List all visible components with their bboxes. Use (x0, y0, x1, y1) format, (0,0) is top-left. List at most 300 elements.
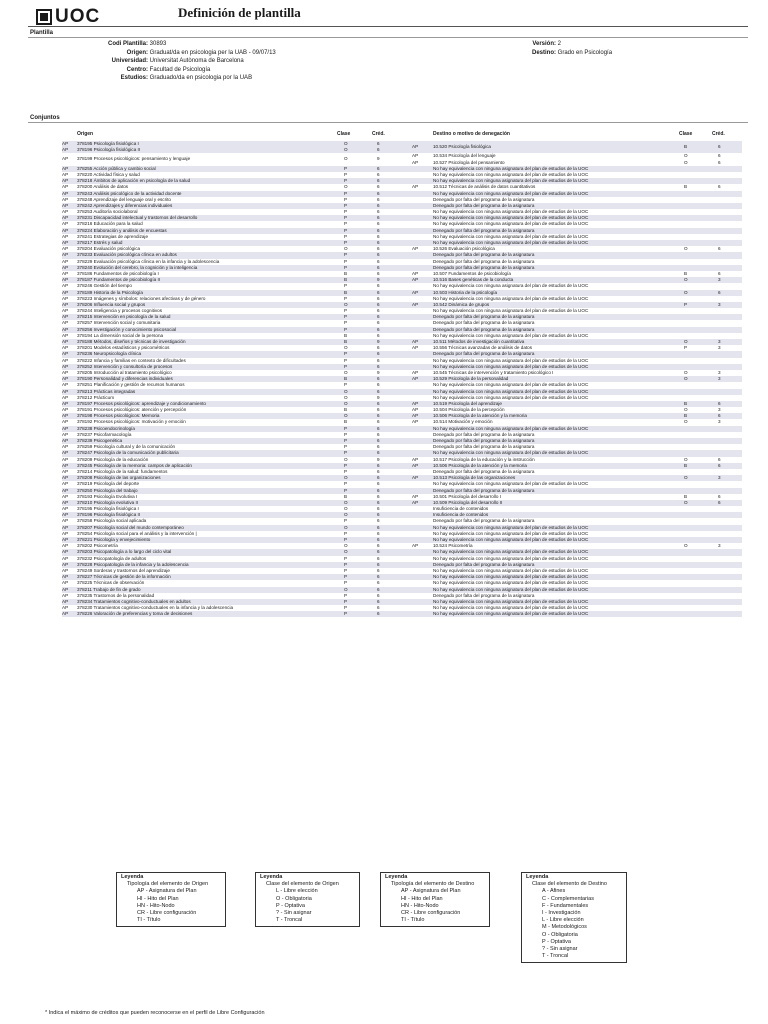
origen-asignatura: 378195 Psicología fisiológica I (77, 506, 139, 512)
legend-box (255, 872, 360, 927)
origen-asignatura: 378198 Procesos psicológicos: Memoria (77, 413, 160, 419)
origen-asignatura: 378244 Inteligencia y procesos cognitivos (77, 308, 163, 314)
destino-creditos: 6 (718, 493, 721, 499)
destino-asignatura: No hay equivalencia con ninguna asignatura del plan de estudios de la UOC (433, 574, 589, 580)
origen-asignatura: 378205 Introducción al tratamiento psicológico (77, 369, 172, 375)
destino-asignatura: Denegado por falta del programa de la asignatura (433, 202, 535, 208)
origen-creditos: 9 (377, 339, 380, 345)
origen-asignatura: 378246 Gestión del tiempo (77, 283, 132, 289)
origen-tipologia: AP (62, 345, 69, 351)
destino-tipologia: AP (412, 184, 419, 190)
origen-tipologia: AP (62, 438, 69, 444)
origen-clase: O (344, 141, 348, 146)
destino-asignatura: Denegado por falta del programa de la asignatura (433, 258, 535, 264)
template-info-right (520, 40, 612, 57)
origen-asignatura: 378196 Psicología fisiológica II (77, 512, 141, 518)
info-label: Estudios: (120, 75, 148, 82)
destino-asignatura: 10.501 Psicología del desarrollo I (433, 493, 501, 499)
origen-tipologia: AP (62, 425, 69, 431)
destino-asignatura: Denegado por falta del programa de la asignatura (433, 438, 535, 444)
destino-asignatura: Denegado por falta del programa de la asignatura (433, 444, 535, 450)
destino-clase: B (684, 493, 688, 499)
uoc-logo (36, 6, 100, 28)
origen-clase: P (344, 295, 348, 301)
destino-asignatura: Insuficiencia de contenidos (433, 506, 489, 512)
origen-tipologia: AP (62, 450, 69, 456)
origen-creditos: 6 (377, 233, 380, 239)
origen-creditos: 9 (377, 277, 380, 283)
origen-clase: B (344, 289, 348, 295)
origen-asignatura: 378258 Psicología social aplicada (77, 518, 147, 524)
info-value: Universitat Autònoma de Barcelona (148, 58, 244, 65)
destino-asignatura: No hay equivalencia con ninguna asignatura del plan de estudios de la UOC (433, 233, 589, 239)
origen-creditos: 6 (377, 537, 380, 543)
origen-clase: P (344, 233, 348, 239)
destino-clase: P (684, 301, 688, 307)
destino-asignatura: 10.511 Métodos de investigación cuantitativa (433, 339, 525, 345)
legend-subtitle: Tipología del elemento de Origen (127, 881, 209, 888)
origen-tipologia: AP (62, 252, 69, 258)
origen-tipologia: AP (62, 246, 69, 252)
origen-clase: B (344, 419, 348, 425)
origen-creditos: 6 (377, 264, 380, 270)
destino-asignatura: 10.529 Psicología de la personalidad (433, 376, 509, 382)
origen-tipologia: AP (62, 413, 69, 419)
destino-creditos: 3 (718, 277, 721, 283)
origen-tipologia: AP (62, 190, 69, 196)
origen-asignatura: 378224 Elaboración y análisis de encuestas (77, 227, 167, 233)
destino-clase: B (684, 270, 688, 276)
origen-clase: P (344, 561, 348, 567)
origen-asignatura: 378188 Métodos, diseños y técnicas de investigación (77, 339, 186, 345)
destino-clase: O (684, 246, 688, 252)
destino-asignatura: No hay equivalencia con ninguna asignatura del plan de estudios de la UOC (433, 308, 589, 314)
origen-clase: P (344, 178, 348, 184)
origen-creditos: 6 (377, 580, 380, 586)
origen-creditos: 6 (377, 561, 380, 567)
legend-item: AP - Asignatura del Plan (401, 888, 461, 895)
destino-clase: B (684, 184, 688, 190)
origen-tipologia: AP (62, 178, 69, 184)
destino-tipologia: AP (412, 543, 419, 549)
destino-asignatura: Denegado por falta del programa de la asignatura (433, 196, 535, 202)
origen-clase: B (344, 376, 348, 382)
origen-creditos: 6 (377, 530, 380, 536)
destino-tipologia: AP (412, 369, 419, 375)
destino-creditos: 6 (718, 400, 721, 406)
origen-asignatura: 378213 Prácticas integradas (77, 388, 136, 394)
origen-clase: O (344, 400, 348, 406)
origen-tipologia: AP (62, 598, 69, 604)
destino-asignatura: Denegado por falta del programa de la asignatura (433, 468, 535, 474)
destino-asignatura: No hay equivalencia con ninguna asignatura del plan de estudios de la UOC (433, 209, 589, 215)
origen-creditos: 6 (377, 499, 380, 505)
origen-asignatura: 378199 Procesos psicológicos: pensamiento y lenguaje (77, 156, 191, 162)
origen-asignatura: 378228 Psicopatología de la infancia y la adolescencia (77, 561, 189, 567)
origen-asignatura: 378234 Tratamientos cognitivo-conductuales en adultos (77, 598, 191, 604)
origen-clase: P (344, 227, 348, 233)
origen-tipologia: AP (62, 382, 69, 388)
legend-item: M - Metodológicos (542, 924, 587, 931)
origen-clase: P (344, 530, 348, 536)
destino-clase: O (684, 277, 688, 283)
legend-title: Leyenda (260, 874, 283, 880)
origen-asignatura: 378209 Psicología de la educación (77, 456, 149, 462)
section-divider (28, 37, 748, 38)
origen-clase: O (344, 156, 348, 162)
origen-creditos: 6 (377, 314, 380, 320)
destino-asignatura: Denegado por falta del programa de la asignatura (433, 561, 535, 567)
origen-creditos: 6 (377, 598, 380, 604)
origen-creditos: 6 (377, 202, 380, 208)
origen-tipologia: AP (62, 141, 69, 146)
origen-asignatura: 378235 Trastornos de la personalidad (77, 592, 155, 598)
origen-creditos: 6 (377, 506, 380, 512)
destino-asignatura: No hay equivalencia con ninguna asignatura del plan de estudios de la UOC (433, 549, 589, 555)
destino-creditos: 3 (718, 376, 721, 382)
origen-asignatura: 378195 Psicología fisiológica I (77, 141, 139, 146)
origen-creditos: 6 (377, 407, 380, 413)
origen-tipologia: AP (62, 363, 69, 369)
destino-asignatura: 10.526 Evaluación psicológica (433, 246, 495, 252)
origen-asignatura: 378215 Intervención en psicología de la salud (77, 314, 171, 320)
origen-asignatura: 378253 Auditoría sociolaboral (77, 209, 138, 215)
origen-creditos: 6 (377, 165, 380, 171)
origen-creditos: 6 (377, 196, 380, 202)
origen-tipologia: AP (62, 221, 69, 227)
origen-creditos: 6 (377, 475, 380, 481)
origen-clase: P (344, 326, 348, 332)
info-value: Graduado/da en psicologia por la UAB (148, 75, 253, 82)
origen-creditos: 6 (377, 462, 380, 468)
destino-asignatura: No hay equivalencia con ninguna asignatura del plan de estudios de la UOC (433, 171, 589, 177)
destino-clase: O (684, 475, 688, 481)
origen-asignatura: 378223 Imágenes y símbolos: relaciones afectivas y de género (77, 295, 206, 301)
legend-subtitle: Tipología del elemento de Destino (391, 881, 475, 888)
legend-item: O - Obligatoria (542, 931, 578, 938)
template-info-left (70, 40, 276, 83)
origen-asignatura: 378240 Evolución del cerebro, la cognición y la inteligencia (77, 264, 198, 270)
origen-asignatura: 378250 Psicología del trabajo (77, 487, 138, 493)
origen-clase: O (344, 499, 348, 505)
destino-creditos: 3 (718, 339, 721, 345)
legend-item: HN - Hito-Nodo (137, 902, 175, 909)
origen-creditos: 6 (377, 543, 380, 549)
origen-asignatura: 378229 Evaluación psicológica clínica en la infancia y la adolescencia (77, 258, 220, 264)
origen-clase: P (344, 320, 348, 326)
origen-creditos: 6 (377, 227, 380, 233)
origen-tipologia: AP (62, 407, 69, 413)
info-line (70, 57, 276, 66)
origen-asignatura: 378255 Acción pública y cambio social (77, 165, 156, 171)
origen-asignatura: 378193 Psicología Evolutiva I (77, 493, 138, 499)
origen-creditos: 6 (377, 586, 380, 592)
section-divider (28, 122, 748, 123)
origen-asignatura: 378237 Psicofarmacología (77, 431, 132, 437)
destino-asignatura: Denegado por falta del programa de la asignatura (433, 592, 535, 598)
origen-clase: O (344, 549, 348, 555)
origen-creditos: 6 (377, 209, 380, 215)
origen-clase: P (344, 258, 348, 264)
destino-creditos: 6 (718, 144, 721, 150)
origen-creditos: 6 (377, 524, 380, 530)
destino-asignatura: No hay equivalencia con ninguna asignatura del plan de estudios de la UOC (433, 394, 589, 400)
info-line (520, 49, 612, 58)
destino-creditos: 6 (718, 246, 721, 252)
origen-creditos: 6 (377, 252, 380, 258)
destino-clase: O (684, 376, 688, 382)
destino-clase: O (684, 499, 688, 505)
legend-item: P - Optativa (542, 938, 571, 945)
origen-asignatura: 378227 Técnicas de gestión de la información (77, 574, 171, 580)
destino-asignatura: Denegado por falta del programa de la asignatura (433, 518, 535, 524)
destino-tipologia: AP (412, 376, 419, 382)
origen-clase: P (344, 209, 348, 215)
origen-creditos: 6 (377, 413, 380, 419)
origen-asignatura: 378217 Estrés y salud (77, 240, 123, 246)
origen-tipologia: AP (62, 518, 69, 524)
origen-creditos: 6 (377, 295, 380, 301)
origen-clase: B (344, 332, 348, 338)
info-value: Facultad de Psicología (148, 66, 211, 73)
origen-clase: B (344, 493, 348, 499)
origen-asignatura: 378241 Estrategias de aprendizaje (77, 233, 148, 239)
legend-item: HI - Hito del Plan (137, 895, 179, 902)
origen-creditos: 6 (377, 141, 380, 146)
destino-asignatura: Denegado por falta del programa de la asignatura (433, 227, 535, 233)
origen-asignatura: 378186 Fundamentos de psicobiología I (77, 270, 159, 276)
origen-tipologia: AP (62, 320, 69, 326)
origen-clase: P (344, 283, 348, 289)
origen-asignatura: 378200 Análisis de datos (77, 184, 129, 190)
origen-creditos: 6 (377, 258, 380, 264)
origen-creditos: 6 (377, 171, 380, 177)
destino-tipologia: AP (412, 144, 419, 150)
origen-creditos: 6 (377, 444, 380, 450)
destino-clase: B (684, 462, 688, 468)
origen-tipologia: AP (62, 376, 69, 382)
destino-asignatura: 10.516 Bases genéticas de la conducta (433, 277, 514, 283)
origen-asignatura: 378207 Psicología social del mundo contemporáneo (77, 524, 184, 530)
destino-creditos: 6 (718, 153, 721, 159)
legend-item: AP - Asignatura del Plan (137, 888, 197, 895)
destino-asignatura: No hay equivalencia con ninguna asignatura del plan de estudios de la UOC (433, 165, 589, 171)
origen-asignatura: 378211 Trabajo de fin de grado (77, 586, 141, 592)
origen-tipologia: AP (62, 184, 69, 190)
destino-tipologia: AP (412, 475, 419, 481)
legend-subtitle: Clase del elemento de Destino (532, 881, 607, 888)
origen-creditos: 6 (377, 320, 380, 326)
origen-tipologia: AP (62, 499, 69, 505)
origen-tipologia: AP (62, 475, 69, 481)
origen-asignatura: 378222 Infancia y familias en contexto de dificultades (77, 357, 186, 363)
destino-tipologia: AP (412, 277, 419, 283)
origen-creditos: 6 (377, 376, 380, 382)
origen-creditos: 6 (377, 512, 380, 518)
origen-creditos: 6 (377, 301, 380, 307)
destino-tipologia: AP (412, 407, 419, 413)
origen-creditos: 6 (377, 493, 380, 499)
destino-asignatura: 10.506 Psicología de la atención y la memoria (433, 413, 527, 419)
header-divider (28, 26, 748, 27)
origen-clase: P (344, 438, 348, 444)
destino-asignatura: No hay equivalencia con ninguna asignatura del plan de estudios de la UOC (433, 611, 589, 617)
origen-asignatura: 378225 Técnicas de observación (77, 580, 145, 586)
origen-tipologia: AP (62, 227, 69, 233)
origen-asignatura: 378191 Procesos psicológicos: atención y percepción (77, 407, 187, 413)
destino-clase: O (684, 339, 688, 345)
origen-tipologia: AP (62, 543, 69, 549)
destino-creditos: 3 (718, 369, 721, 375)
origen-asignatura: 378251 Planificación y gestión de recursos humanos (77, 382, 185, 388)
destino-creditos: 6 (718, 413, 721, 419)
origen-clase: O (344, 413, 348, 419)
logo-square-icon (36, 9, 52, 25)
origen-creditos: 6 (377, 357, 380, 363)
origen-tipologia: AP (62, 419, 69, 425)
destino-tipologia: AP (412, 159, 419, 165)
destino-clase: O (684, 369, 688, 375)
origen-creditos: 9 (377, 394, 380, 400)
destino-asignatura: 10.534 Psicología del lenguaje (433, 153, 496, 159)
destino-clase: B (684, 400, 688, 406)
legend-item: L - Libre elección (276, 888, 318, 895)
origen-creditos: 6 (377, 481, 380, 487)
destino-tipologia: AP (412, 462, 419, 468)
origen-clase: O (344, 543, 348, 549)
table-row (62, 611, 742, 617)
origen-tipologia: AP (62, 592, 69, 598)
destino-clase: O (684, 407, 688, 413)
origen-clase: P (344, 450, 348, 456)
origen-asignatura: 378194 La dimensión social de la persona (77, 332, 164, 338)
origen-asignatura: 378220 Actividad física y salud (77, 171, 140, 177)
legend-title: Leyenda (385, 874, 408, 880)
col-header-cred: Créd. (372, 131, 385, 137)
origen-tipologia: AP (62, 506, 69, 512)
origen-asignatura: 378249 Sorderas y trastornos del aprendizaje (77, 567, 170, 573)
origen-tipologia: AP (62, 240, 69, 246)
origen-asignatura: 378192 Procesos psicológicos: motivación y emoción (77, 419, 186, 425)
col-header-cred-destino: Créd. (712, 131, 725, 137)
legend-box (116, 872, 226, 927)
destino-creditos: 6 (718, 456, 721, 462)
origen-asignatura: 378206 Influencia social y grupos (77, 301, 146, 307)
origen-asignatura: 378189 Historia de la Psicología (77, 289, 143, 295)
footnote: * Indica el máximo de créditos que pueden reconocerse en el perfil de Libre Configuración (45, 1010, 265, 1016)
origen-creditos: 6 (377, 221, 380, 227)
origen-asignatura: 378236 Neuropsicología clínica (77, 351, 142, 357)
origen-clase: O (344, 369, 348, 375)
destino-asignatura: Denegado por falta del programa de la asignatura (433, 264, 535, 270)
origen-creditos: 6 (377, 605, 380, 611)
destino-asignatura: Denegado por falta del programa de la asignatura (433, 252, 535, 258)
origen-tipologia: AP (62, 574, 69, 580)
destino-asignatura: No hay equivalencia con ninguna asignatura del plan de estudios de la UOC (433, 530, 589, 536)
origen-creditos: 6 (377, 270, 380, 276)
origen-creditos: 6 (377, 574, 380, 580)
document-header (28, 4, 748, 26)
origen-asignatura: 378230 Tratamientos cognitivo-conductuales en la infancia y la adolescencia (77, 605, 234, 611)
origen-tipologia: AP (62, 165, 69, 171)
origen-asignatura: 378254 Psicología social para el análisis y la intervención | (77, 530, 197, 536)
origen-creditos: 6 (377, 240, 380, 246)
destino-asignatura: No hay equivalencia con ninguna asignatura del plan de estudios de la UOC (433, 567, 589, 573)
origen-tipologia: AP (62, 555, 69, 561)
origen-tipologia: AP (62, 295, 69, 301)
origen-clase: P (344, 518, 348, 524)
legend-title: Leyenda (121, 874, 144, 880)
origen-tipologia: AP (62, 611, 69, 617)
destino-creditos: 3 (718, 407, 721, 413)
origen-asignatura: 378202 Psicometría (77, 543, 118, 549)
legend-item: T - Troncal (276, 917, 303, 924)
origen-clase: O (344, 184, 348, 190)
origen-tipologia: AP (62, 394, 69, 400)
origen-clase: O (344, 246, 348, 252)
destino-asignatura: No hay equivalencia con ninguna asignatura del plan de estudios de la UOC (433, 215, 589, 221)
origen-clase: P (344, 425, 348, 431)
origen-tipologia: AP (62, 462, 69, 468)
legend-item: L - Libre elección (542, 917, 584, 924)
destino-clase: O (684, 153, 688, 159)
origen-tipologia: AP (62, 215, 69, 221)
origen-creditos: 6 (377, 215, 380, 221)
origen-clase: O (344, 394, 348, 400)
origen-creditos: 6 (377, 450, 380, 456)
origen-asignatura: 378196 Psicología fisiológica II (77, 147, 141, 153)
origen-creditos: 6 (377, 345, 380, 351)
origen-creditos: 6 (377, 326, 380, 332)
origen-tipologia: AP (62, 196, 69, 202)
origen-creditos: 6 (377, 178, 380, 184)
origen-asignatura: 378208 Psicología de las organizaciones (77, 475, 161, 481)
origen-tipologia: AP (62, 209, 69, 215)
origen-creditos: 6 (377, 147, 380, 153)
col-header-origen: Origen (77, 131, 94, 137)
destino-asignatura: No hay equivalencia con ninguna asignatura del plan de estudios de la UOC (433, 425, 589, 431)
destino-clase: O (684, 159, 688, 165)
origen-asignatura: 378252 Intervención y consultoría de procesos (77, 363, 173, 369)
origen-clase: O (344, 506, 348, 512)
origen-tipologia: AP (62, 369, 69, 375)
col-header-destino: Destino o motivo de denegación (433, 131, 510, 137)
origen-asignatura: 378232 Psicopatología de adultos (77, 555, 147, 561)
origen-tipologia: AP (62, 233, 69, 239)
destino-asignatura: 10.519 Psicología del aprendizaje (433, 400, 502, 406)
origen-creditos: 6 (377, 419, 380, 425)
origen-creditos: 6 (377, 400, 380, 406)
origen-tipologia: AP (62, 147, 69, 153)
table-row (62, 141, 742, 153)
origen-tipologia: AP (62, 444, 69, 450)
origen-creditos: 6 (377, 332, 380, 338)
origen-clase: P (344, 598, 348, 604)
origen-creditos: 6 (377, 190, 380, 196)
destino-clase: O (684, 419, 688, 425)
destino-asignatura: No hay equivalencia con ninguna asignatura del plan de estudios de la UOC (433, 598, 589, 604)
origen-clase: O (344, 475, 348, 481)
destino-asignatura: 10.509 Psicología del desarrollo II (433, 499, 503, 505)
origen-creditos: 6 (377, 487, 380, 493)
info-value: Grado en Psicología (556, 49, 613, 56)
origen-tipologia: AP (62, 171, 69, 177)
destino-tipologia: AP (412, 339, 419, 345)
destino-asignatura: 10.506 Psicología de la atención y la memoria (433, 462, 527, 468)
origen-clase: O (344, 345, 348, 351)
origen-creditos: 6 (377, 592, 380, 598)
destino-asignatura: 10.517 Psicología de la educación y la instrucción (433, 456, 535, 462)
